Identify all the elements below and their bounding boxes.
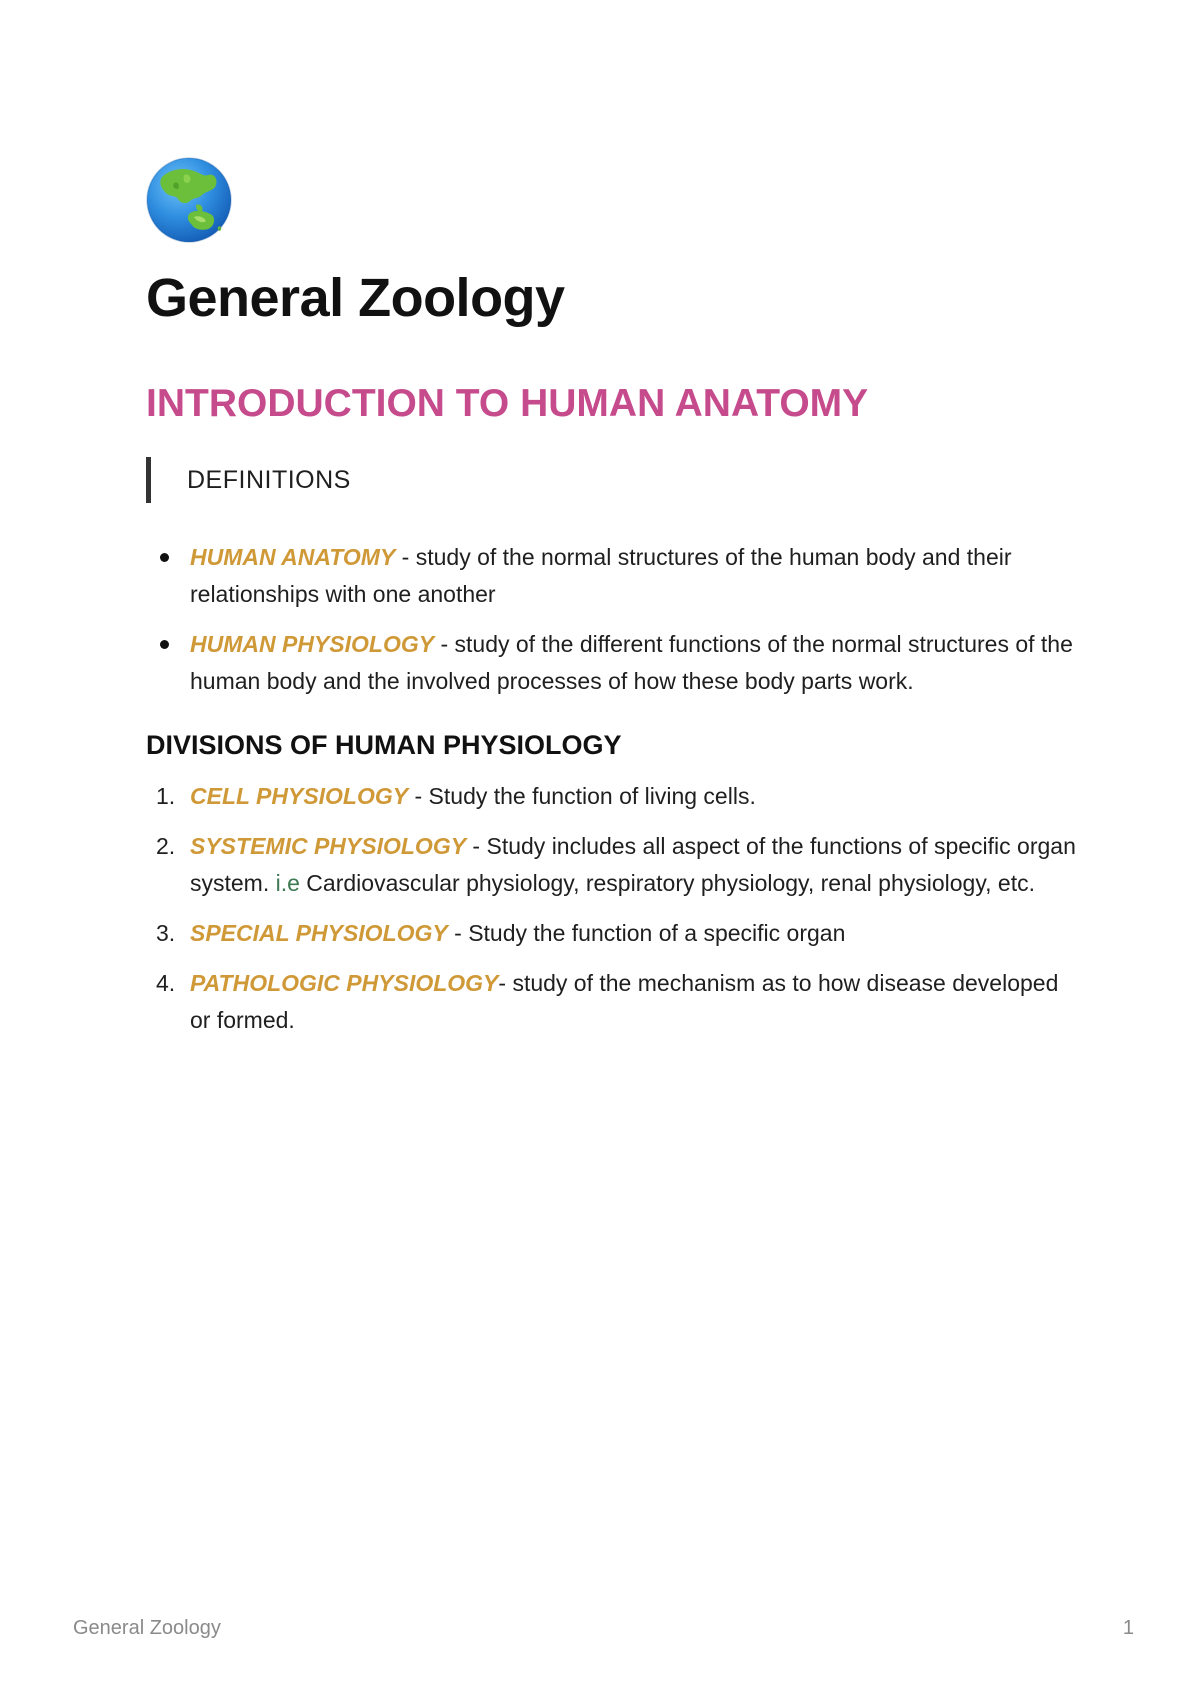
list-number: 1. [156,783,176,809]
divisions-heading: DIVISIONS OF HUMAN PHYSIOLOGY [146,730,622,760]
globe-asia-australia-icon [144,155,234,245]
bullet-dot [160,553,169,562]
division-text: - Study the function of living cells. [408,783,756,809]
definitions-callout [146,457,1076,503]
definition-text: - study of the different functions of the normal structures of the human body and the involved processes of how these body parts work. [190,631,1073,694]
bullet-dot [160,640,169,649]
definition-term: HUMAN ANATOMY [190,544,396,570]
list-number: 3. [156,920,176,946]
list-item [146,965,1076,1039]
definitions-list [146,539,1076,700]
division-term: SPECIAL PHYSIOLOGY [190,920,448,946]
division-term: PATHOLOGIC PHYSIOLOGY [190,970,499,996]
division-text: - study of the mechanism as to how disease developed or formed. [190,970,1059,1033]
division-text: - Study includes all aspect of the functions of specific organ system. [190,833,1076,896]
division-text-continued: Cardiovascular physiology, respiratory physiology, renal physiology, etc. [299,870,1035,896]
section-heading: INTRODUCTION TO HUMAN ANATOMY [146,382,869,425]
list-number: 4. [156,970,176,996]
division-term: SYSTEMIC PHYSIOLOGY [190,833,467,859]
list-item [146,915,1076,952]
list-number: 2. [156,833,176,859]
footer-title: General Zoology [73,1617,221,1639]
list-item [146,539,1076,613]
page-content [146,155,1076,1052]
list-item [146,778,1076,815]
page-title: General Zoology [146,268,565,328]
ie-abbreviation: i.e [275,870,300,896]
list-item [146,828,1076,902]
page-number: 1 [1122,1617,1134,1639]
divisions-list [146,778,1076,1039]
definition-term: HUMAN PHYSIOLOGY [190,631,435,657]
division-term: CELL PHYSIOLOGY [190,783,409,809]
division-text: - Study the function of a specific organ [447,920,846,946]
callout-label: DEFINITIONS [187,466,351,494]
definition-text: - study of the normal structures of the human body and their relationships with one another [190,544,1012,607]
list-item [146,626,1076,700]
